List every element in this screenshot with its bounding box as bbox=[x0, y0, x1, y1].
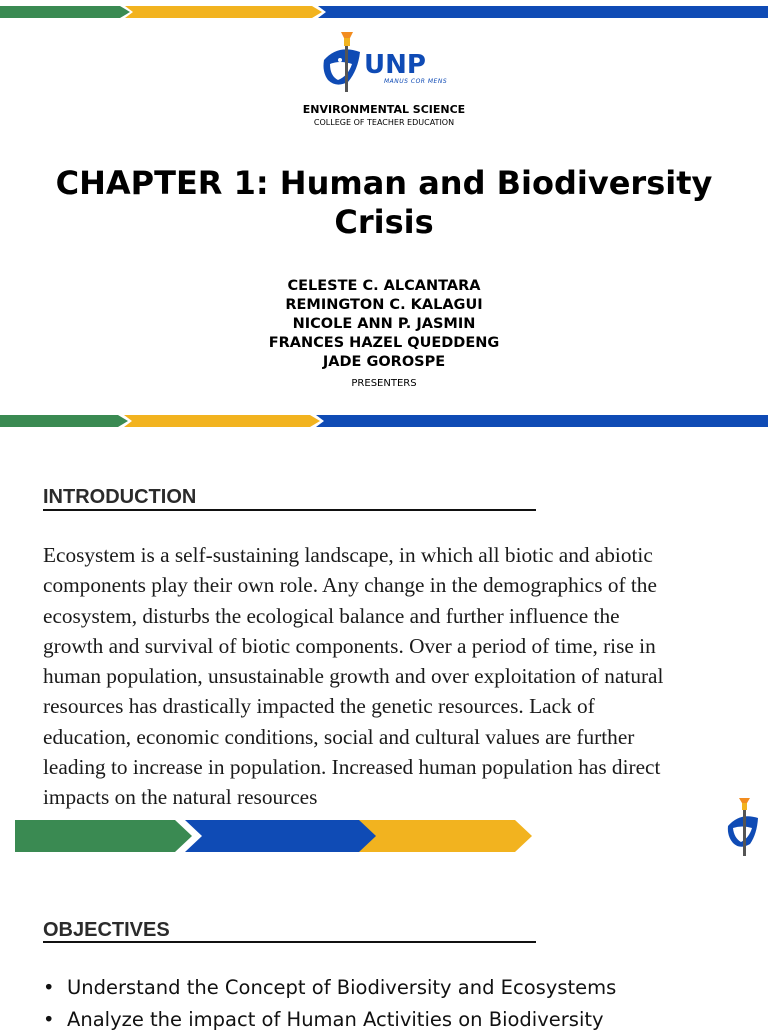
paragraph-line: ecosystem, disturbs the ecological balance and further influence the bbox=[43, 603, 620, 628]
presenters-label: PRESENTERS bbox=[351, 378, 417, 389]
unp-logo bbox=[318, 30, 458, 96]
objective-text: Analyze the impact of Human Activities on Biodiversity bbox=[67, 1008, 604, 1031]
objective-text: Understand the Concept of Biodiversity and Ecosystems bbox=[67, 976, 617, 999]
paragraph-line: human population, unsustainable growth and over exploitation of natural bbox=[43, 664, 664, 689]
objectives-underline bbox=[43, 941, 536, 943]
logo-wordmark: UNP bbox=[364, 50, 426, 80]
paragraph-line: resources has drastically impacted the genetic resources. Lack of bbox=[43, 694, 595, 719]
paragraph-line: growth and survival of biotic components. Over a period of time, rise in bbox=[43, 633, 656, 658]
presenter-name: JADE GOROSPE bbox=[322, 354, 446, 370]
paragraph-line: education, economic conditions, social and cultural values are further bbox=[43, 724, 635, 749]
chevron-arrows bbox=[15, 818, 535, 854]
objectives-heading: OBJECTIVES bbox=[43, 919, 170, 941]
objective-item bbox=[43, 976, 616, 999]
logo-motto: MANUS COR MENS bbox=[384, 78, 448, 85]
divider-stripe bbox=[0, 413, 768, 429]
chapter-title bbox=[0, 164, 768, 242]
college-name: COLLEGE OF TEACHER EDUCATION bbox=[313, 118, 455, 127]
chapter-title-line1: CHAPTER 1: Human and Biodiversity bbox=[55, 164, 713, 202]
bullet-icon: • bbox=[43, 976, 55, 999]
introduction-heading: INTRODUCTION bbox=[43, 486, 197, 508]
presenter-name: NICOLE ANN P. JASMIN bbox=[292, 316, 476, 332]
presenter-name: REMINGTON C. KALAGUI bbox=[285, 297, 483, 313]
presenter-name: CELESTE C. ALCANTARA bbox=[287, 278, 481, 294]
shark-mascot-small-icon bbox=[724, 798, 768, 858]
introduction-underline bbox=[43, 509, 536, 511]
objective-item bbox=[43, 1008, 604, 1031]
course-name: ENVIRONMENTAL SCIENCE bbox=[302, 103, 466, 116]
presenter-name: FRANCES HAZEL QUEDDENG bbox=[268, 335, 500, 351]
presenter-list bbox=[0, 277, 768, 372]
paragraph-line: components play their own role. Any change in the demographics of the bbox=[43, 573, 657, 598]
bullet-icon: • bbox=[43, 1008, 55, 1031]
paragraph-line: leading to increase in population. Increased human population has direct bbox=[43, 755, 661, 780]
chapter-title-line2: Crisis bbox=[334, 203, 434, 241]
paragraph-line: Ecosystem is a self-sustaining landscape, in which all biotic and abiotic bbox=[43, 543, 653, 567]
top-stripe bbox=[0, 4, 768, 20]
paragraph-line: impacts on the natural resources bbox=[43, 785, 318, 810]
introduction-paragraph bbox=[43, 540, 758, 813]
